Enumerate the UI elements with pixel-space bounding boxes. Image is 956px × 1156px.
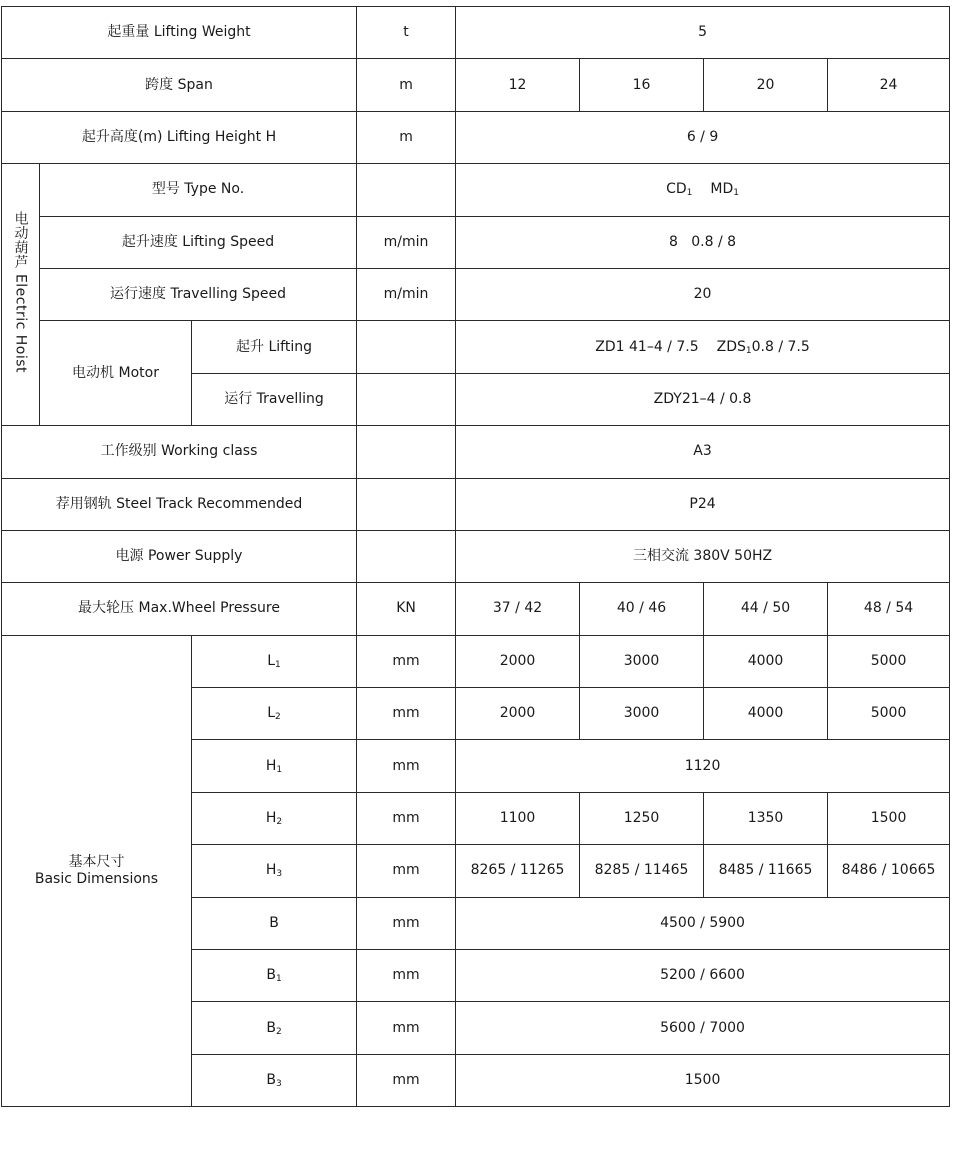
value-dim-h3: 8486 / 10665 bbox=[828, 845, 950, 897]
unit-dim-l2: mm bbox=[357, 688, 456, 740]
label-motor-travelling: 运行 Travelling bbox=[192, 373, 357, 425]
unit-travelling-speed: m/min bbox=[357, 268, 456, 320]
value-dim-b3: 1500 bbox=[456, 1054, 950, 1106]
unit-dim-b3: mm bbox=[357, 1054, 456, 1106]
label-dim-l1: $L_1$ bbox=[192, 635, 357, 687]
label-motor-lifting: 起升 Lifting bbox=[192, 321, 357, 373]
label-motor: 电动机 Motor bbox=[40, 321, 192, 426]
value-power-supply: 三相交流 380V 50HZ bbox=[456, 530, 950, 582]
label-basic-dimensions-cn: 基本尺寸 bbox=[68, 853, 125, 870]
value-lifting-height: 6 / 9 bbox=[456, 111, 950, 163]
label-lifting-speed: 起升速度 Lifting Speed bbox=[40, 216, 357, 268]
value-dim-l2: 3000 bbox=[580, 688, 704, 740]
value-span-16: 16 bbox=[580, 59, 704, 111]
label-wheel-pressure: 最大轮压 Max.Wheel Pressure bbox=[2, 583, 357, 635]
value-dim-l2: 5000 bbox=[828, 688, 950, 740]
value-working-class: A3 bbox=[456, 426, 950, 478]
row-lifting-speed bbox=[2, 216, 950, 268]
row-power-supply bbox=[2, 530, 950, 582]
label-type-no: 型号 Type No. bbox=[40, 164, 357, 216]
label-dim-l2: $L_2$ bbox=[192, 688, 357, 740]
label-lifting-weight: 起重量 Lifting Weight bbox=[2, 7, 357, 59]
row-type-no bbox=[2, 164, 950, 216]
label-power-supply: 电源 Power Supply bbox=[2, 530, 357, 582]
value-dim-h3: 8285 / 11465 bbox=[580, 845, 704, 897]
unit-steel-track bbox=[357, 478, 456, 530]
label-basic-dimensions-en: Basic Dimensions bbox=[34, 870, 159, 887]
value-wheel-pressure: 44 / 50 bbox=[704, 583, 828, 635]
label-dim-h3: $H_3$ bbox=[192, 845, 357, 897]
value-span-20: 20 bbox=[704, 59, 828, 111]
value-wheel-pressure: 37 / 42 bbox=[456, 583, 580, 635]
group-electric-hoist bbox=[2, 164, 40, 426]
unit-dim-h2: mm bbox=[357, 792, 456, 844]
label-dim-b3: $B_3$ bbox=[192, 1054, 357, 1106]
value-dim-h3: 8265 / 11265 bbox=[456, 845, 580, 897]
row-working-class bbox=[2, 426, 950, 478]
unit-motor-lifting bbox=[357, 321, 456, 373]
label-dim-b2: $B_2$ bbox=[192, 1002, 357, 1054]
unit-dim-b1: mm bbox=[357, 950, 456, 1002]
label-span: 跨度 Span bbox=[2, 59, 357, 111]
unit-wheel-pressure: KN bbox=[357, 583, 456, 635]
unit-motor-travelling bbox=[357, 373, 456, 425]
label-basic-dimensions bbox=[2, 635, 192, 1107]
value-dim-l2: 4000 bbox=[704, 688, 828, 740]
unit-lifting-height: m bbox=[357, 111, 456, 163]
row-span bbox=[2, 59, 950, 111]
value-dim-h2: 1100 bbox=[456, 792, 580, 844]
value-dim-l1: 5000 bbox=[828, 635, 950, 687]
value-span-12: 12 bbox=[456, 59, 580, 111]
value-dim-l1: 4000 bbox=[704, 635, 828, 687]
label-lifting-height: 起升高度(m) Lifting Height H bbox=[2, 111, 357, 163]
label-dim-b1: $B_1$ bbox=[192, 950, 357, 1002]
row-wheel-pressure bbox=[2, 583, 950, 635]
unit-dim-h1: mm bbox=[357, 740, 456, 792]
value-lifting-weight: 5 bbox=[456, 7, 950, 59]
row-motor-lifting bbox=[2, 321, 950, 373]
value-dim-l2: 2000 bbox=[456, 688, 580, 740]
unit-lifting-weight: t bbox=[357, 7, 456, 59]
unit-span: m bbox=[357, 59, 456, 111]
label-travelling-speed: 运行速度 Travelling Speed bbox=[40, 268, 357, 320]
label-working-class: 工作级别 Working class bbox=[2, 426, 357, 478]
value-dim-h2: 1500 bbox=[828, 792, 950, 844]
unit-working-class bbox=[357, 426, 456, 478]
value-dim-h2: 1250 bbox=[580, 792, 704, 844]
unit-type-no bbox=[357, 164, 456, 216]
label-electric-hoist: 电动葫芦 Electric Hoist bbox=[12, 211, 29, 374]
value-dim-b: 4500 / 5900 bbox=[456, 897, 950, 949]
value-motor-lifting: ZD1 41–4 / 7.5 $ZDS_10.8 / 7.5$ bbox=[456, 321, 950, 373]
value-motor-travelling: ZDY21–4 / 0.8 bbox=[456, 373, 950, 425]
unit-lifting-speed: m/min bbox=[357, 216, 456, 268]
label-dim-b: B bbox=[192, 897, 357, 949]
row-lifting-weight bbox=[2, 7, 950, 59]
row-dim-l1 bbox=[2, 635, 950, 687]
unit-dim-l1: mm bbox=[357, 635, 456, 687]
value-dim-l1: 3000 bbox=[580, 635, 704, 687]
row-lifting-height bbox=[2, 111, 950, 163]
label-dim-h1: $H_1$ bbox=[192, 740, 357, 792]
value-dim-b1: 5200 / 6600 bbox=[456, 950, 950, 1002]
value-dim-h2: 1350 bbox=[704, 792, 828, 844]
spec-table bbox=[1, 6, 950, 1107]
value-dim-b2: 5600 / 7000 bbox=[456, 1002, 950, 1054]
value-type-no: $CD_1$ $MD_1$ bbox=[456, 164, 950, 216]
label-steel-track: 荐用钢轨 Steel Track Recommended bbox=[2, 478, 357, 530]
value-wheel-pressure: 40 / 46 bbox=[580, 583, 704, 635]
unit-dim-h3: mm bbox=[357, 845, 456, 897]
label-dim-h2: $H_2$ bbox=[192, 792, 357, 844]
value-steel-track: P24 bbox=[456, 478, 950, 530]
value-wheel-pressure: 48 / 54 bbox=[828, 583, 950, 635]
unit-power-supply bbox=[357, 530, 456, 582]
row-travelling-speed bbox=[2, 268, 950, 320]
value-dim-l1: 2000 bbox=[456, 635, 580, 687]
unit-dim-b2: mm bbox=[357, 1002, 456, 1054]
row-steel-track bbox=[2, 478, 950, 530]
value-span-24: 24 bbox=[828, 59, 950, 111]
unit-dim-b: mm bbox=[357, 897, 456, 949]
value-lifting-speed: 8 0.8 / 8 bbox=[456, 216, 950, 268]
value-travelling-speed: 20 bbox=[456, 268, 950, 320]
value-dim-h3: 8485 / 11665 bbox=[704, 845, 828, 897]
value-dim-h1: 1120 bbox=[456, 740, 950, 792]
